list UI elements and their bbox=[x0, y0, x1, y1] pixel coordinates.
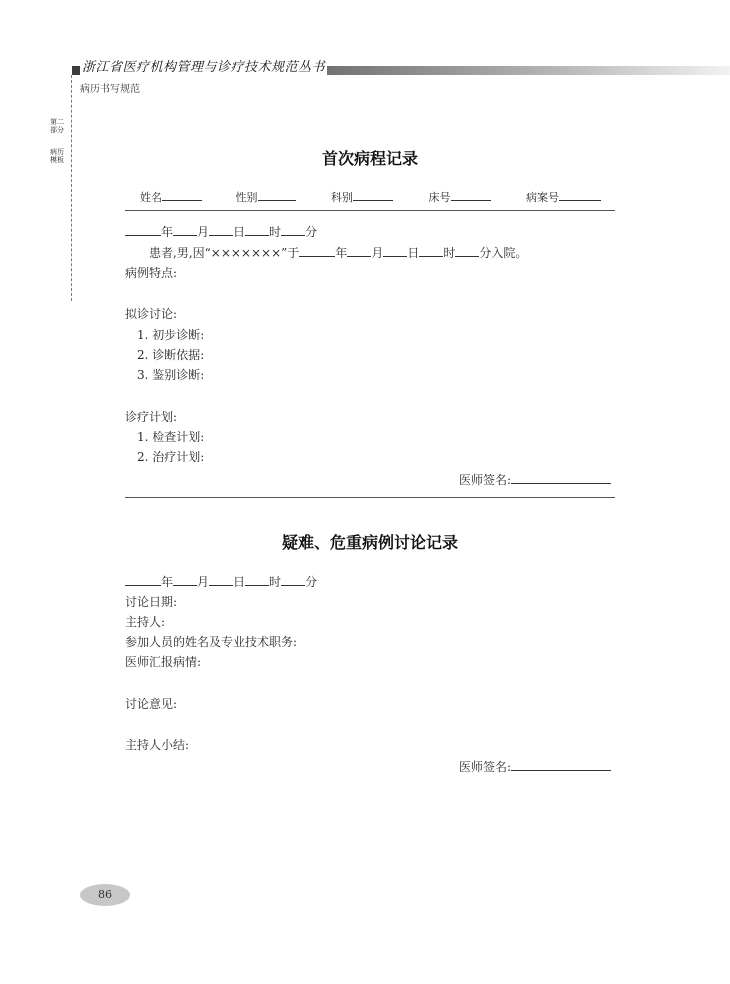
adm-hour-unit: 时 bbox=[443, 246, 456, 260]
diagnosis-item: 3. 鉴别诊断: bbox=[137, 368, 205, 382]
series-title: 浙江省医疗机构管理与诊疗技术规范丛书 bbox=[80, 56, 327, 75]
plan-heading: 诊疗计划: bbox=[125, 410, 178, 424]
day-unit: 日 bbox=[233, 575, 246, 589]
year-blank[interactable] bbox=[125, 224, 161, 236]
hour-blank[interactable] bbox=[245, 574, 269, 586]
month-unit: 月 bbox=[197, 225, 210, 239]
case-features-label: 病例特点: bbox=[125, 266, 178, 280]
first-record-title: 首次病程记录 bbox=[321, 149, 418, 168]
year-unit: 年 bbox=[161, 225, 174, 239]
adm-month-blank[interactable] bbox=[347, 245, 371, 257]
month-blank[interactable] bbox=[173, 224, 197, 236]
adm-year-unit: 年 bbox=[335, 246, 348, 260]
field-bed-blank[interactable] bbox=[451, 189, 491, 201]
condition-report-label: 医师汇报病情: bbox=[125, 655, 202, 669]
minute-blank[interactable] bbox=[281, 574, 305, 586]
second-record-title: 疑难、危重病例讨论记录 bbox=[281, 533, 458, 552]
discussion-date-label: 讨论日期: bbox=[125, 595, 178, 609]
day-blank[interactable] bbox=[209, 224, 233, 236]
patient-info-row bbox=[140, 189, 601, 205]
hour-unit: 时 bbox=[269, 225, 282, 239]
minute-unit: 分 bbox=[305, 225, 318, 239]
minute-unit: 分 bbox=[305, 575, 318, 589]
adm-minute-unit: 分 bbox=[479, 246, 492, 260]
discussion-datetime bbox=[125, 574, 317, 589]
field-dept-label: 科别 bbox=[331, 191, 353, 204]
section-divider bbox=[125, 210, 615, 211]
plan-item: 1. 检查计划: bbox=[137, 430, 205, 444]
participants-label: 参加人员的姓名及专业技术职务: bbox=[125, 635, 298, 649]
diagnosis-item: 1. 初步诊断: bbox=[137, 328, 205, 342]
minute-blank[interactable] bbox=[281, 224, 305, 236]
admission-prefix: 患者,男,因“×××××××”于 bbox=[149, 246, 300, 260]
month-blank[interactable] bbox=[173, 574, 197, 586]
field-sex-label: 性别 bbox=[235, 191, 258, 204]
hour-blank[interactable] bbox=[245, 224, 269, 236]
year-blank[interactable] bbox=[125, 574, 161, 586]
signature-blank[interactable] bbox=[511, 472, 611, 484]
adm-minute-blank[interactable] bbox=[455, 245, 479, 257]
signature-line bbox=[459, 759, 611, 774]
adm-year-blank[interactable] bbox=[299, 245, 335, 257]
day-blank[interactable] bbox=[209, 574, 233, 586]
section-divider bbox=[125, 497, 615, 498]
host-label: 主持人: bbox=[125, 615, 166, 629]
field-record-no-blank[interactable] bbox=[559, 189, 601, 201]
host-summary-label: 主持人小结: bbox=[125, 738, 190, 752]
signature-blank[interactable] bbox=[511, 759, 611, 771]
page-number-badge bbox=[80, 884, 130, 906]
field-name-label: 姓名 bbox=[140, 191, 162, 204]
page-number: 86 bbox=[98, 888, 112, 901]
month-unit: 月 bbox=[197, 575, 210, 589]
section-subtitle: 病历书写规范 bbox=[80, 84, 140, 95]
adm-hour-blank[interactable] bbox=[419, 245, 443, 257]
discussion-opinion-label: 讨论意见: bbox=[125, 697, 178, 711]
adm-day-unit: 日 bbox=[407, 246, 420, 260]
field-record-no-label: 病案号 bbox=[526, 191, 559, 204]
adm-month-unit: 月 bbox=[371, 246, 384, 260]
adm-day-blank[interactable] bbox=[383, 245, 407, 257]
field-name-blank[interactable] bbox=[162, 189, 202, 201]
signature-line bbox=[459, 472, 611, 487]
record-datetime bbox=[125, 224, 317, 239]
hour-unit: 时 bbox=[269, 575, 282, 589]
field-dept-blank[interactable] bbox=[353, 189, 393, 201]
side-label-part: 第二部分 bbox=[50, 118, 64, 134]
signature-label: 医师签名: bbox=[459, 473, 512, 487]
diagnosis-heading: 拟诊讨论: bbox=[125, 307, 178, 321]
day-unit: 日 bbox=[233, 225, 246, 239]
plan-item: 2. 治疗计划: bbox=[137, 450, 205, 464]
field-sex-blank[interactable] bbox=[258, 189, 296, 201]
admission-suffix: 入院。 bbox=[491, 246, 528, 260]
signature-label: 医师签名: bbox=[459, 760, 512, 774]
side-divider bbox=[71, 75, 72, 301]
field-bed-label: 床号 bbox=[428, 191, 451, 204]
year-unit: 年 bbox=[161, 575, 174, 589]
admission-line bbox=[149, 245, 527, 260]
diagnosis-item: 2. 诊断依据: bbox=[137, 348, 205, 362]
side-label-name: 病历模板 bbox=[50, 148, 64, 164]
